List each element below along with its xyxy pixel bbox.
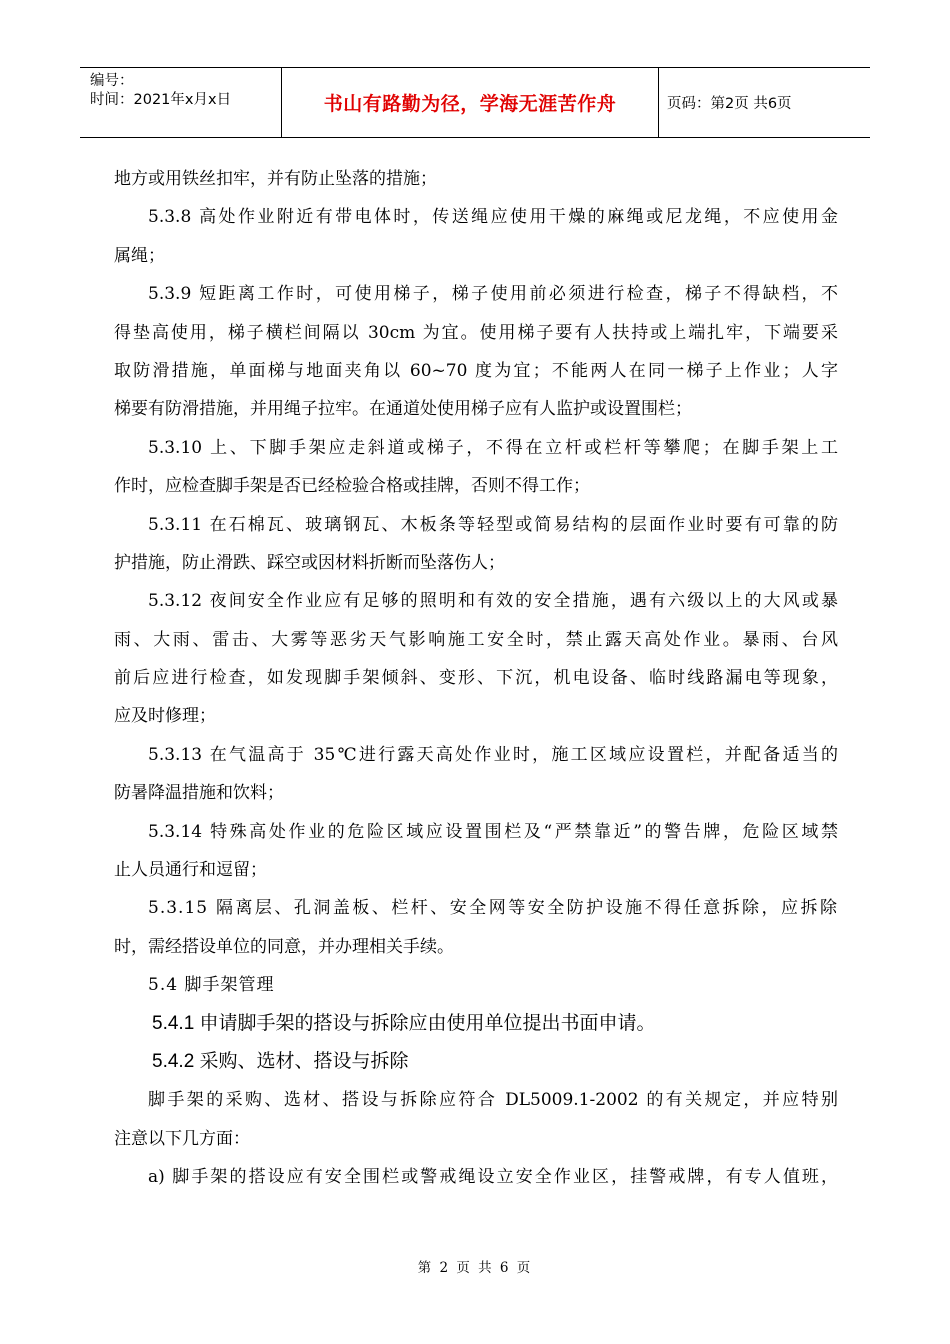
header-page-info: 页码：第2页 共6页 — [667, 96, 792, 112]
page-header — [80, 67, 870, 138]
text-line: 5.3.13 在气温高于 35℃进行露天高处作业时，施工区域应设置栏，并配备适当的 — [148, 744, 838, 765]
text-line: 5.3.11 在石棉瓦、玻璃钢瓦、木板条等轻型或简易结构的层面作业时要有可靠的防 — [148, 514, 838, 535]
text-line: 5.3.10 上、下脚手架应走斜道或梯子，不得在立杆或栏杆等攀爬；在脚手架上工 — [148, 437, 838, 458]
text-line: 取防滑措施，单面梯与地面夹角以 60~70 度为宜；不能两人在同一梯子上作业；人字 — [114, 360, 838, 381]
text-line: 属绳； — [114, 245, 165, 266]
text-line: 应及时修理； — [114, 706, 216, 727]
text-line: 前后应进行检查，如发现脚手架倾斜、变形、下沉，机电设备、临时线路漏电等现象， — [114, 668, 838, 689]
list-item: a) 脚手架的搭设应有安全围栏或警戒绳设立安全作业区，挂警戒牌，有专人值班， — [148, 1167, 838, 1188]
text-line: 作时，应检查脚手架是否已经检验合格或挂牌，否则不得工作； — [114, 476, 590, 497]
header-motto: 书山有路勤为径，学海无涯苦作舟 — [282, 68, 659, 137]
text-line: 防暑降温措施和饮料； — [114, 783, 284, 804]
text-line: 5.3.14 特殊高处作业的危险区域应设置围栏及“严禁靠近”的警告牌，危险区域禁 — [148, 821, 838, 842]
document-body — [114, 160, 838, 1197]
page-footer: 第 2 页 共 6 页 — [417, 1260, 533, 1276]
subsection-heading: 5.4.2 采购、选材、搭设与拆除 — [152, 1050, 409, 1072]
text-line: 止人员通行和逗留； — [114, 860, 267, 881]
text-line: 注意以下几方面： — [114, 1128, 250, 1149]
text-line: 5.3.8 高处作业附近有带电体时，传送绳应使用干燥的麻绳或尼龙绳，不应使用金 — [148, 207, 838, 228]
text-line: 得垫高使用，梯子横栏间隔以 30cm 为宜。使用梯子要有人扶持或上端扎牢，下端要采 — [114, 322, 838, 343]
text-line: 脚手架的采购、选材、搭设与拆除应符合 DL5009.1-2002 的有关规定，并应特别 — [148, 1090, 838, 1111]
text-line: 5.3.9 短距离工作时，可使用梯子，梯子使用前必须进行检查，梯子不得缺档，不 — [148, 284, 838, 305]
document-number-label: 编号： — [90, 73, 134, 89]
subsection-heading: 5.4.1 申请脚手架的搭设与拆除应由使用单位提出书面申请。 — [152, 1012, 656, 1034]
text-line: 雨、大雨、雷击、大雾等恶劣天气影响施工安全时，禁止露天高处作业。暴雨、台风 — [114, 629, 838, 650]
header-meta — [80, 68, 282, 137]
text-line: 5.3.12 夜间安全作业应有足够的照明和有效的安全措施，遇有六级以上的大风或暴 — [148, 591, 838, 612]
text-line: 地方或用铁丝扣牢，并有防止坠落的措施； — [114, 169, 437, 189]
text-line: 梯要有防滑措施，并用绳子拉牢。在通道处使用梯子应有人监护或设置围栏； — [114, 399, 692, 420]
document-date: 时间：2021年x月x日 — [90, 92, 232, 108]
text-line: 时，需经搭设单位的同意，并办理相关手续。 — [114, 936, 454, 957]
text-line: 5.3.15 隔离层、孔洞盖板、栏杆、安全网等安全防护设施不得任意拆除，应拆除 — [148, 898, 838, 919]
section-heading: 5.4 脚手架管理 — [148, 975, 275, 996]
text-line: 护措施，防止滑跌、踩空或因材料折断而坠落伤人； — [114, 552, 505, 573]
